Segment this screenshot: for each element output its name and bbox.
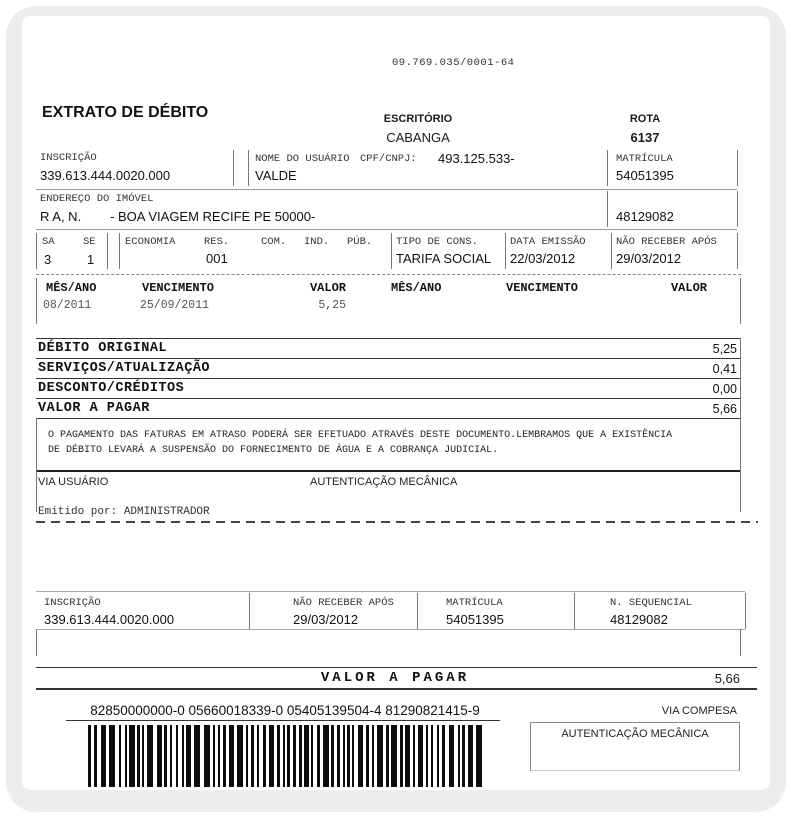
tipo-cons-value: TARIFA SOCIAL [396,251,492,266]
invoice-header-valor: VALOR [309,281,346,295]
rota-label: ROTA [629,113,661,125]
sa-label: SA [42,236,55,248]
invoice-header-valor-2: VALOR [670,281,707,295]
debit-row-label: VALOR A PAGAR [38,401,150,416]
field-divider [740,418,741,470]
invoice-header-mes-ano-2: MÊS/ANO [391,281,442,295]
economia-label: ECONOMIA [125,236,176,248]
nome-usuario-value: VALDE [255,168,297,183]
inscricao-label: INSCRIÇÃO [40,152,97,164]
nao-receber-label: NÃO RECEBER APÓS [616,236,717,248]
sequencial-top-value: 48129082 [616,209,674,224]
stub-total-label: VALOR A PAGAR [320,670,470,686]
row-divider [36,629,745,630]
invoice-row-mes-ano: 08/2011 [43,299,92,312]
field-divider [740,338,741,419]
se-value: 1 [87,252,95,267]
nome-usuario-label: NOME DO USUÁRIO [255,153,350,165]
row-divider [36,229,737,230]
field-divider [233,150,234,186]
field-divider [607,191,608,227]
stub-matricula-label: MATRÍCULA [446,597,503,609]
sa-value: 3 [44,252,52,267]
row-divider [36,189,737,190]
field-divider [248,150,249,186]
stub-sequencial-value: 48129082 [610,612,668,627]
stub-matricula-value: 54051395 [446,612,504,627]
barcode-digits: 82850000000-0 05660018339-0 05405139504-4 81290821415-9 [90,703,480,718]
stub-sequencial-label: N. SEQUENCIAL [610,597,692,609]
tear-line [36,521,758,523]
field-divider [417,593,418,629]
table-line [36,398,741,399]
field-divider [119,233,120,269]
field-divider [611,233,612,269]
debit-row-value: 5,25 [712,342,737,356]
escritorio-label: ESCRITÓRIO [383,113,453,125]
stub-inscricao-value: 339.613.444.0020.000 [44,612,175,627]
barcode-underline [66,720,500,721]
field-divider [740,629,741,656]
data-emissao-value: 22/03/2012 [510,251,576,266]
invoice-header-mes-ano: MÊS/ANO [46,281,97,295]
endereco-label: ENDEREÇO DO IMÓVEL [40,193,154,205]
escritorio-value: CABANGA [386,130,450,145]
matricula-value: 54051395 [616,168,674,183]
stub-nao-receber-label: NÃO RECEBER APÓS [293,597,394,609]
field-divider [36,629,37,656]
debit-row-value: 0,41 [712,362,737,376]
table-line [36,358,741,359]
tipo-cons-label: TIPO DE CONS. [396,236,478,248]
field-divider [745,593,746,629]
invoice-row-vencimento: 25/09/2011 [140,299,210,312]
invoice-row-valor: 5,25 [318,299,346,312]
res-value: 001 [206,251,228,266]
res-label: RES. [204,236,230,248]
late-payment-notice: O PAGAMENTO DAS FATURAS EM ATRASO PODERÁ SER EFETUADO ATRAVÉS DESTE DOCUMENTO.LEMBRAMOS QUE A EXISTÊNCIA DE DÉBITO LEVARÁ A SUSPENSÃO DO FORNECIMENTO DE ÁGUA E A COBRANÇA JUDICIAL. [48,430,673,456]
field-divider [574,593,575,629]
cpf-cnpj-label: CPF/CNPJ: [360,153,417,165]
field-divider [737,191,738,227]
pub-label: PÚB. [347,236,373,248]
field-divider [36,233,37,269]
via-usuario-label: VIA USUÁRIO [38,476,109,488]
debit-row-label: DESCONTO/CRÉDITOS [38,381,185,396]
barcode [88,725,492,787]
stub-inscricao-label: INSCRIÇÃO [44,597,101,609]
cpf-cnpj-value: 493.125.533- [438,151,515,166]
debit-row-value: 5,66 [712,402,737,416]
field-divider [737,150,738,186]
com-label: COM. [261,236,287,248]
matricula-label: MATRÍCULA [616,153,673,165]
table-line [36,378,741,379]
field-divider [391,233,392,269]
table-line [36,338,741,339]
field-divider [737,233,738,269]
field-divider [107,233,108,269]
autenticacao-mecanica-box-label: AUTENTICAÇÃO MECÂNICA [561,728,709,740]
debit-row-label: SERVIÇOS/ATUALIZAÇÃO [38,361,211,376]
section-line [36,688,757,690]
autenticacao-mecanica-box [530,722,740,771]
inscricao-value: 339.613.444.0020.000 [40,168,171,183]
debit-row-value: 0,00 [712,382,737,396]
row-divider [36,591,745,592]
via-compesa-label: VIA COMPESA [661,705,737,717]
emitido-por: Emitido por: ADMINISTRADOR [38,506,210,518]
row-divider [36,274,741,275]
field-divider [740,470,741,512]
field-divider [740,278,741,324]
section-line [36,667,757,668]
stub-nao-receber-value: 29/03/2012 [293,612,359,627]
page-title: EXTRATO DE DÉBITO [42,104,209,121]
field-divider [36,470,37,512]
data-emissao-label: DATA EMISSÃO [510,236,586,248]
company-cnpj: 09.769.035/0001-64 [392,57,515,69]
invoice-header-vencimento-2: VENCIMENTO [506,281,579,295]
field-divider [249,593,250,629]
table-line [36,418,741,419]
field-divider [607,150,608,186]
se-label: SE [83,236,96,248]
field-divider [36,418,37,470]
rota-value: 6137 [630,130,660,145]
debit-row-label: DÉBITO ORIGINAL [38,341,168,356]
nao-receber-value: 29/03/2012 [616,251,682,266]
section-line [36,470,741,472]
ind-label: IND. [304,236,330,248]
stub-total-value: 5,66 [714,671,740,686]
endereco-value: R A, N. - BOA VIAGEM RECIFE PE 50000- [40,209,316,224]
invoice-header-vencimento: VENCIMENTO [142,281,215,295]
autenticacao-mecanica-label: AUTENTICAÇÃO MECÂNICA [310,476,458,488]
field-divider [505,233,506,269]
field-divider [36,278,37,324]
